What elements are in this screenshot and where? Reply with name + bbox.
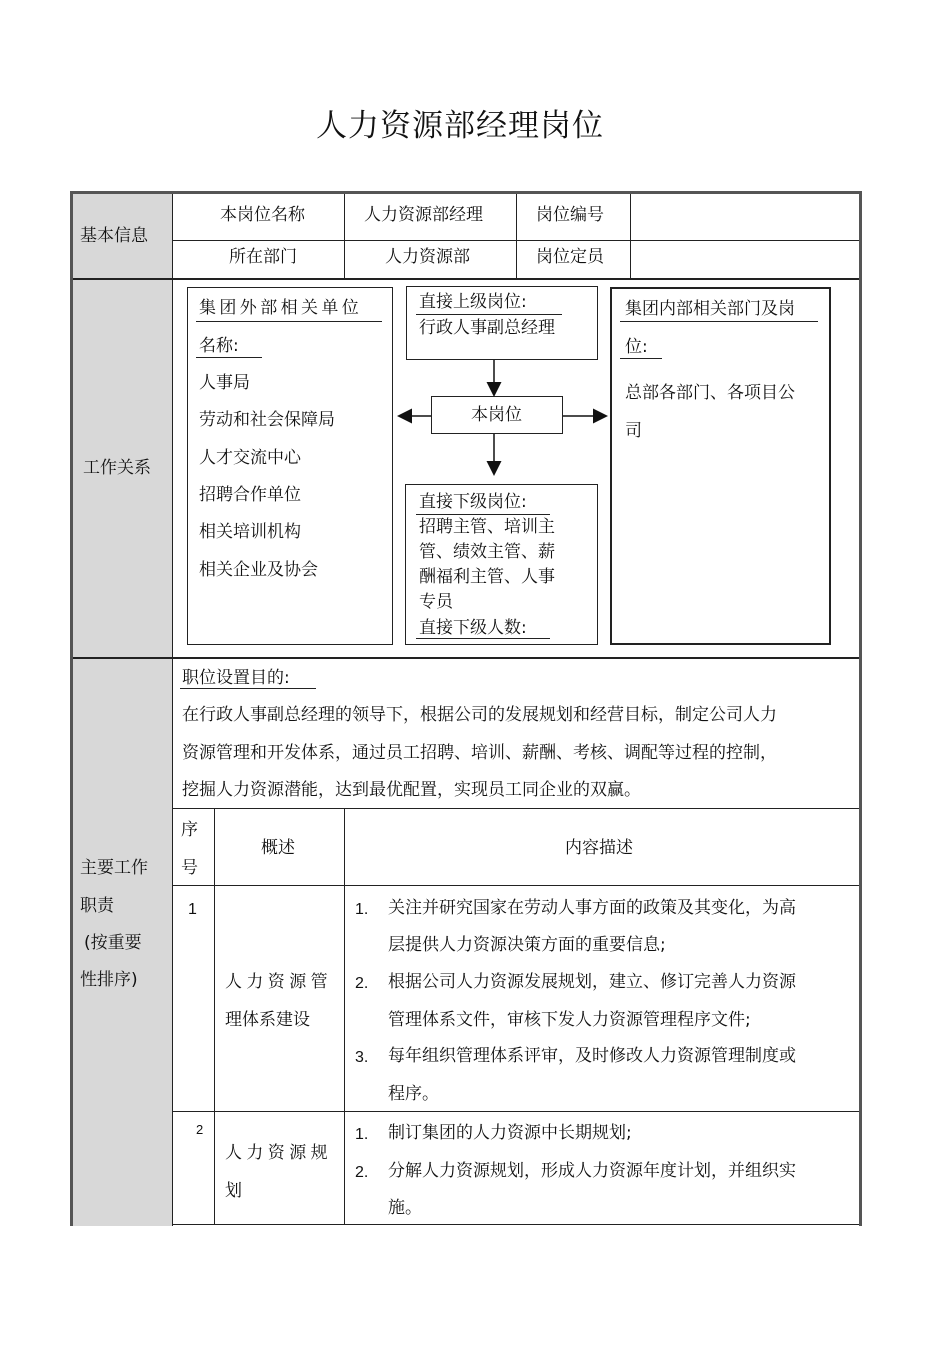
internal-depts-heading-cont: 位: [625,337,648,357]
external-unit-item: 劳动和社会保障局 [199,410,335,430]
item-text-cont: 管理体系文件，审核下发人力资源管理程序文件; [388,1010,751,1030]
department-label: 所在部门 [229,247,297,267]
item-text: 关注并研究国家在劳动人事方面的政策及其变化，为高 [388,898,796,918]
item-text: 制订集团的人力资源中长期规划; [388,1123,632,1143]
item-number: 1. [355,901,369,918]
section-label-basic-info: 基本信息 [80,226,148,246]
row-seq-number: 1 [188,901,197,918]
row-summary-cont: 划 [225,1181,242,1201]
subordinate-line: 酬福利主管、人事 [419,567,555,587]
internal-depts-heading: 集团内部相关部门及岗 [625,299,795,319]
subordinate-line: 招聘主管、培训主 [419,517,555,537]
column-header-seq-cont: 号 [181,858,198,878]
purpose-line: 资源管理和开发体系，通过员工招聘、培训、薪酬、考核、调配等过程的控制， [182,743,777,763]
external-unit-item: 相关企业及协会 [199,560,318,580]
row-seq-number: 2 [196,1122,204,1137]
item-text-cont: 施。 [388,1198,422,1218]
item-number: 2. [355,975,369,992]
item-text: 根据公司人力资源发展规划，建立、修订完善人力资源 [388,972,796,992]
column-divider [214,808,215,1225]
post-name-value: 人力资源部经理 [364,205,483,225]
column-divider [344,808,345,1225]
subordinate-line: 专员 [419,592,453,612]
superior-heading: 直接上级岗位: [419,292,527,312]
row-summary: 人力资源规 [225,1143,332,1163]
section-label-duties: 主要工作 [80,858,148,878]
item-text-cont: 层提供人力资源决策方面的重要信息; [388,935,666,955]
superior-value: 行政人事副总经理 [419,318,555,338]
row-summary-cont: 理体系建设 [225,1010,310,1030]
row-summary: 人力资源管 [225,972,332,992]
external-unit-item: 相关培训机构 [199,522,301,542]
section-label-work-relations: 工作关系 [83,458,151,478]
purpose-line: 在行政人事副总经理的领导下，根据公司的发展规划和经营目标，制定公司人力 [182,705,777,725]
item-text: 分解人力资源规划，形成人力资源年度计划，并组织实 [388,1161,796,1181]
section-label-duties-cont: 职责 [80,896,114,916]
external-unit-item: 人才交流中心 [199,448,301,468]
page-title: 人力资源部经理岗位 [316,108,604,144]
self-post-label: 本岗位 [471,405,522,425]
subordinate-heading: 直接下级岗位: [419,492,527,512]
row-divider [172,1111,859,1112]
item-number: 2. [355,1164,369,1181]
item-number: 1. [355,1126,369,1143]
item-number: 3. [355,1049,369,1066]
row-divider [172,885,859,886]
external-units-heading-cont: 名称: [199,336,239,356]
external-unit-item: 招聘合作单位 [199,485,301,505]
subordinate-count-label: 直接下级人数: [419,618,527,638]
column-header-description: 内容描述 [565,838,633,858]
item-text-cont: 程序。 [388,1084,439,1104]
department-value: 人力资源部 [385,247,470,267]
heading-underline [180,688,316,689]
subordinate-line: 管、绩效主管、薪 [419,542,555,562]
post-number-label: 岗位编号 [536,205,604,225]
row-divider [172,808,859,809]
column-header-seq: 序 [181,820,198,840]
external-unit-item: 人事局 [199,373,250,393]
external-units-heading: 集团外部相关单位 [199,298,363,318]
column-header-summary: 概述 [261,838,295,858]
section-label-duties-note: (按重要 [84,933,142,953]
purpose-line: 挖掘人力资源潜能，达到最优配置，实现员工同企业的双赢。 [182,780,641,800]
headcount-label: 岗位定员 [536,247,604,267]
row-divider [172,1224,859,1225]
purpose-heading: 职位设置目的: [182,668,290,688]
item-text: 每年组织管理体系评审，及时修改人力资源管理制度或 [388,1046,796,1066]
post-name-label: 本岗位名称 [220,205,305,225]
internal-depts-value: 总部各部门、各项目公 [625,383,795,403]
section-label-duties-note-cont: 性排序) [80,970,138,990]
internal-depts-value-cont: 司 [625,421,642,441]
